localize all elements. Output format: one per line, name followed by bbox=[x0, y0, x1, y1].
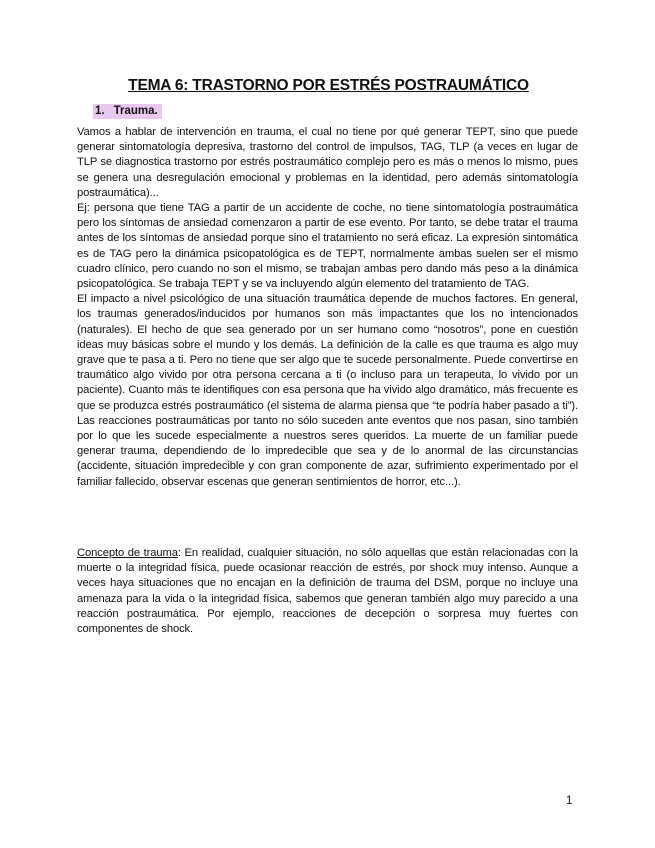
section-heading-text: Trauma. bbox=[113, 105, 158, 117]
page-title: TEMA 6: TRASTORNO POR ESTRÉS POSTRAUMÁTICO bbox=[128, 77, 529, 94]
paragraph-impact: El impacto a nivel psicológico de una situación traumática depende de muchos factores. En general, los traumas generados/inducidos por humanos son más impactantes que los no intencionados (naturales). El hecho de que sea generado por un ser humano como “nosotros”, pone en cuestión ideas muy básicas sobre el mundo y los demás. La definición de la calle es que trauma es algo muy grave que te pasa a ti. Pero no tiene que ser algo que te sucede personalmente. Puede convertirse en traumático algo vivido por otra persona cercana a ti (o incluso para un terapeuta, lo vivido por un paciente). Cuanto más te identifiques con esa persona que ha vivido algo dramático, más frecuente es que se produzca estrés postraumático (el sistema de alarma piensa que “te podría haber pasado a ti”). Las reacciones postraumáticas por tanto no sólo suceden ante eventos que nos pasan, sino también por lo que les sucede especialmente a nuestros seres queridos. La muerte de un familiar puede generar trauma, dependiendo de lo impredecible que sea y de lo anormal de las circunstancias (accidente, situación impredecible y con gran componente de azar, sufrimiento experimentado por el familiar fallecido, observar escenas que generan sentimientos de horror, etc...). bbox=[77, 293, 578, 488]
section-number: 1. bbox=[95, 105, 105, 117]
concept-term: Concepto de trauma bbox=[77, 547, 178, 559]
section-heading bbox=[93, 104, 162, 119]
paragraph-example: Ej: persona que tiene TAG a partir de un accidente de coche, no tiene sintomatología postraumática pero los síntomas de ansiedad comenzaron a partir de ese evento. Por tanto, se debe tratar el trauma antes de los síntomas de ansiedad porque sino el tratamiento no será eficaz. La expresión sintomática es de TAG pero la dinámica psicopatológica es de TEPT, normalmente ambas suelen ser el mismo cuadro clínico, pero cuando no son el mismo, se trabajan ambas pero dando más peso a la dinámica psicopatológica. Se trabaja TEPT y se va incluyendo algún elemento del tratamiento de TAG. bbox=[77, 202, 578, 291]
concept-block bbox=[77, 546, 578, 637]
concept-text: En realidad, cualquier situación, no sólo aquellas que están relacionadas con la muerte o la integridad física, puede ocasionar reacción de estrés, por shock muy intenso. Aunque a veces haya situaciones que no encajan en la definición de trauma del DSM, porque no incluye una amenaza para la vida o la integridad física, sabemos que generan también algo muy parecido a una reacción postraumática. Por ejemplo, reacciones de decepción o sorpresa muy fuertes con componentes de shock. bbox=[77, 547, 578, 636]
concept-separator: : bbox=[177, 547, 181, 559]
paragraph-concept bbox=[77, 546, 578, 637]
page-number: 1 bbox=[566, 795, 573, 807]
body-text-block bbox=[77, 125, 578, 490]
paragraph-intro: Vamos a hablar de intervención en trauma, el cual no tiene por qué generar TEPT, sino que puede generar sintomatología depresiva, trastorno del control de impulsos, TAG, TLP (a veces en lugar de TLP se diagnostica trastorno por estrés postraumático complejo pero es más o menos lo mismo, pues se genera una desregulación emocional y problemas en la identidad, pero además sintomatología postraumática)... bbox=[77, 126, 578, 199]
